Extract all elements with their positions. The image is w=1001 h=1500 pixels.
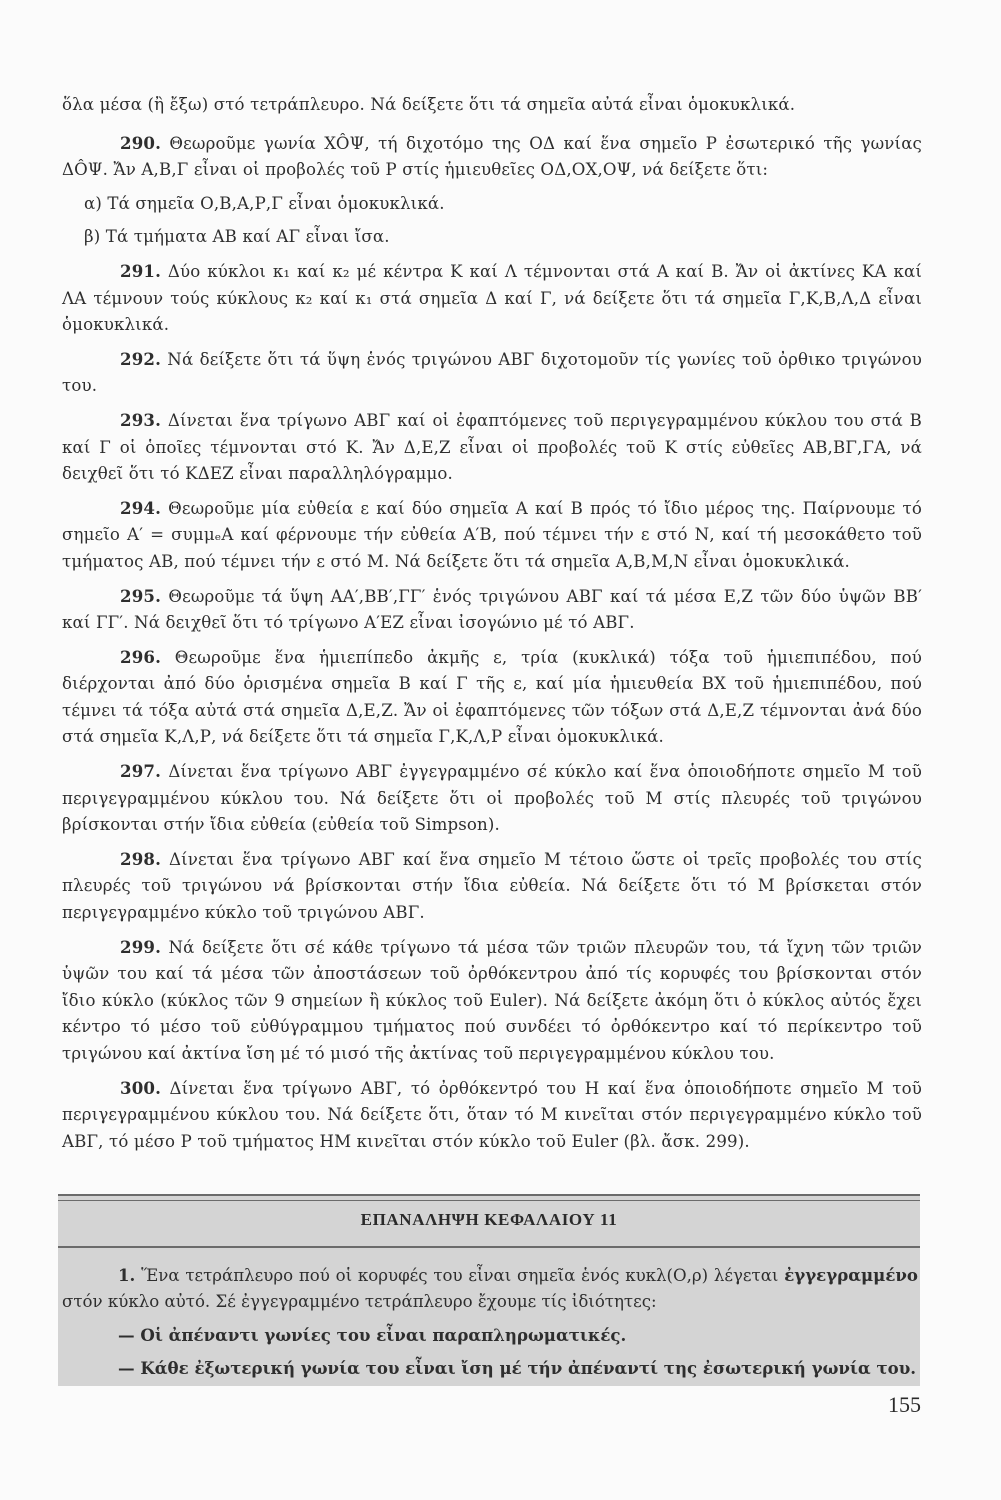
exercise-299	[62, 934, 922, 1068]
exercise-295	[62, 583, 922, 637]
exercise-291	[62, 258, 922, 339]
exercise-number: 297.	[120, 761, 162, 782]
chapter-review-box	[58, 1194, 920, 1386]
review-title: ΕΠΑΝΑΛΗΨΗ ΚΕΦΑΛΑΙΟΥ 11	[360, 1210, 618, 1229]
exercise-number: 292.	[120, 348, 162, 369]
exercise-text: Νά δείξετε ὅτι τά ὕψη ἑνός τριγώνου ΑΒΓ διχοτομοῦν τίς γωνίες τοῦ ὀρθικο τριγώνου του.	[62, 349, 922, 396]
exercise-text: Δίνεται ἕνα τρίγωνο ΑΒΓ καί οἱ ἐφαπτόμενες τοῦ περιγεγραμμένου κύκλου του στά Β καί Γ οἱ ὁποῖες τέμνονται στό Κ. Ἄν Δ,Ε,Ζ εἶναι οἱ προβολές τοῦ Κ στίς εὐθεῖες ΑΒ,ΒΓ,ΓΑ, νά δειχθεῖ ὅτι τό ΚΔΕΖ εἶναι παραλληλόγραμμο.	[62, 410, 922, 484]
exercise-text: Θεωροῦμε γωνία XÔΨ, τή διχοτόμο της ΟΔ καί ἕνα σημεῖο Ρ ἐσωτερικό τῆς γωνίας ΔÔΨ. Ἄν Α,Β,Γ εἶναι οἱ προβολές τοῦ Ρ στίς ἡμιευθεῖες ΟΔ,ΟΧ,ΟΨ, νά δείξετε ὅτι:	[62, 133, 922, 180]
exercise-text: Θεωροῦμε ἕνα ἡμιεπίπεδο ἀκμῆς ε, τρία (κυκλικά) τόξα τοῦ ἡμιεπιπέδου, πού διέρχονται ἀπό δύο ὁρισμένα σημεῖα Β καί Γ τῆς ε, καί μία ἡμιευθεία ΒΧ τοῦ ἡμιεπιπέδου, πού τέμνει τά τόξα αὐτά στά σημεῖα Δ,Ε,Ζ. Ἄν οἱ ἐφαπτόμενες τῶν τόξων στά Δ,Ε,Ζ τέμνονται ἀνά δύο στά σημεῖα Κ,Λ,Ρ, νά δείξετε ὅτι τά σημεῖα Γ,Κ,Λ,Ρ εἶναι ὁμοκυκλικά.	[62, 647, 922, 747]
exercise-290-a: α) Τά σημεῖα Ο,Β,Α,Ρ,Γ εἶναι ὁμοκυκλικά.	[84, 193, 445, 213]
review-term: ἐγγεγραμμένο	[784, 1265, 918, 1285]
exercise-292	[62, 346, 922, 400]
exercise-number: 295.	[120, 585, 162, 606]
exercise-number: 298.	[120, 848, 162, 869]
exercise-text: Δύο κύκλοι κ₁ καί κ₂ μέ κέντρα Κ καί Λ τέμνονται στά Α καί Β. Ἄν οἱ ἀκτίνες ΚΑ καί ΛΑ τέμνουν τούς κύκλους κ₂ καί κ₁ στά σημεῖα Δ καί Γ, νά δείξετε ὅτι τά σημεῖα Γ,Κ,Β,Λ,Δ εἶναι ὁμοκυκλικά.	[62, 261, 922, 335]
exercise-text: Δίνεται ἕνα τρίγωνο ΑΒΓ καί ἕνα σημεῖο Μ τέτοιο ὥστε οἱ τρεῖς προβολές του στίς πλευρές τοῦ τριγώνου νά βρίσκονται στήν ἴδια εὐθεία. Νά δείξετε ὅτι τό Μ βρίσκεται στόν περιγεγραμμένο κύκλο τοῦ τριγώνου ΑΒΓ.	[62, 849, 922, 923]
review-intro: Ἕνα τετράπλευρο πού οἱ κορυφές του εἶναι σημεῖα ἑνός κυκλ(Ο,ρ) λέγεται	[141, 1266, 779, 1285]
exercise-number: 294.	[120, 497, 162, 518]
exercise-298	[62, 846, 922, 927]
exercise-number: 290.	[120, 132, 162, 153]
divider	[58, 1246, 920, 1248]
exercise-text: Θεωροῦμε τά ὕψη ΑΑ′,ΒΒ′,ΓΓ′ ἑνός τριγώνου ΑΒΓ καί τά μέσα Ε,Ζ τῶν δύο ὑψῶν ΒΒ′ καί ΓΓ′. Νά δειχθεῖ ὅτι τό τρίγωνο Α′ΕΖ εἶναι ἰσογώνιο μέ τό ΑΒΓ.	[62, 586, 922, 633]
exercise-number: 296.	[120, 646, 162, 667]
exercise-text: Θεωροῦμε μία εὐθεία ε καί δύο σημεῖα Α καί Β πρός τό ἴδιο μέρος της. Παίρνουμε τό σημεῖο Α′ = συμμₑΑ καί φέρνουμε τήν εὐθεία Α′Β, πού τέμνει τήν ε στό Ν, καί τή μεσοκάθετο τοῦ τμήματος ΑΒ, πού τέμνει τήν ε στό Μ. Νά δείξετε ὅτι τά σημεῖα Α,Β,Μ,Ν εἶναι ὁμοκυκλικά.	[62, 498, 922, 571]
exercise-293	[62, 407, 922, 488]
exercise-300	[62, 1075, 922, 1156]
exercise-290-b: β) Τά τμήματα ΑΒ καί ΑΓ εἶναι ἴσα.	[84, 227, 390, 247]
exercise-297	[62, 758, 922, 839]
continuation-text: ὅλα μέσα (ἢ ἔξω) στό τετράπλευρο. Νά δείξετε ὅτι τά σημεῖα αὐτά εἶναι ὁμοκυκλικά.	[62, 95, 796, 114]
exercise-296	[62, 644, 922, 751]
review-item-1	[62, 1262, 918, 1315]
review-intro-rest: στόν κύκλο αὐτό. Σέ ἐγγεγραμμένο τετράπλευρο ἔχουμε τίς ἰδιότητες:	[62, 1292, 657, 1311]
review-property: — Οἱ ἀπέναντι γωνίες του εἶναι παραπληρωματικές.	[118, 1325, 627, 1345]
page-number: 155	[888, 1392, 921, 1417]
exercise-294	[62, 495, 922, 576]
review-body	[62, 1262, 918, 1388]
exercise-text: Νά δείξετε ὅτι σέ κάθε τρίγωνο τά μέσα τῶν τριῶν πλευρῶν του, τά ἴχνη τῶν τριῶν ὑψῶν του καί τά μέσα τῶν ἀποστάσεων τοῦ ὀρθόκεντρου ἀπό τίς κορυφές του βρίσκονται στόν ἴδιο κύκλο (κύκλος τῶν 9 σημείων ἢ κύκλος τοῦ Euler). Νά δείξετε ἀκόμη ὅτι ὁ κύκλος αὐτός ἔχει κέντρο τό μέσο τοῦ εὐθύγραμμου τμήματος πού συνδέει τό ὀρθόκεντρο καί τό περίκεντρο τοῦ τριγώνου καί ἀκτίνα ἴση μέ τό μισό τῆς ἀκτίνας τοῦ περιγεγραμμένου κύκλου του.	[62, 937, 922, 1063]
exercise-number: 293.	[120, 409, 162, 430]
review-item-number: 1.	[118, 1265, 136, 1285]
review-property: — Κάθε ἐξωτερική γωνία του εἶναι ἴση μέ τήν ἀπέναντί της ἐσωτερική γωνία του.	[118, 1358, 916, 1378]
divider	[58, 1194, 920, 1196]
exercise-text: Δίνεται ἕνα τρίγωνο ΑΒΓ ἐγγεγραμμένο σέ κύκλο καί ἕνα ὁποιοδήποτε σημεῖο Μ τοῦ περιγεγραμμένου κύκλου του. Νά δείξετε ὅτι οἱ προβολές τοῦ Μ στίς πλευρές τοῦ τριγώνου βρίσκονται στήν ἴδια εὐθεία (εὐθεία τοῦ Simpson).	[62, 762, 922, 835]
exercise-290	[62, 130, 922, 184]
divider	[58, 1200, 920, 1201]
exercise-text: Δίνεται ἕνα τρίγωνο ΑΒΓ, τό ὀρθόκεντρό του Η καί ἕνα ὁποιοδήποτε σημεῖο Μ τοῦ περιγεγραμμένου κύκλου του. Νά δείξετε ὅτι, ὅταν τό Μ κινεῖται στόν περιγεγραμμένο κύκλο τοῦ ΑΒΓ, τό μέσο Ρ τοῦ τμήματος ΗΜ κινεῖται στόν κύκλο τοῦ Euler (βλ. ἄσκ. 299).	[62, 1078, 922, 1151]
exercise-number: 291.	[120, 260, 162, 281]
exercise-number: 299.	[120, 936, 162, 957]
exercise-list	[62, 92, 922, 1162]
exercise-number: 300.	[120, 1077, 162, 1098]
